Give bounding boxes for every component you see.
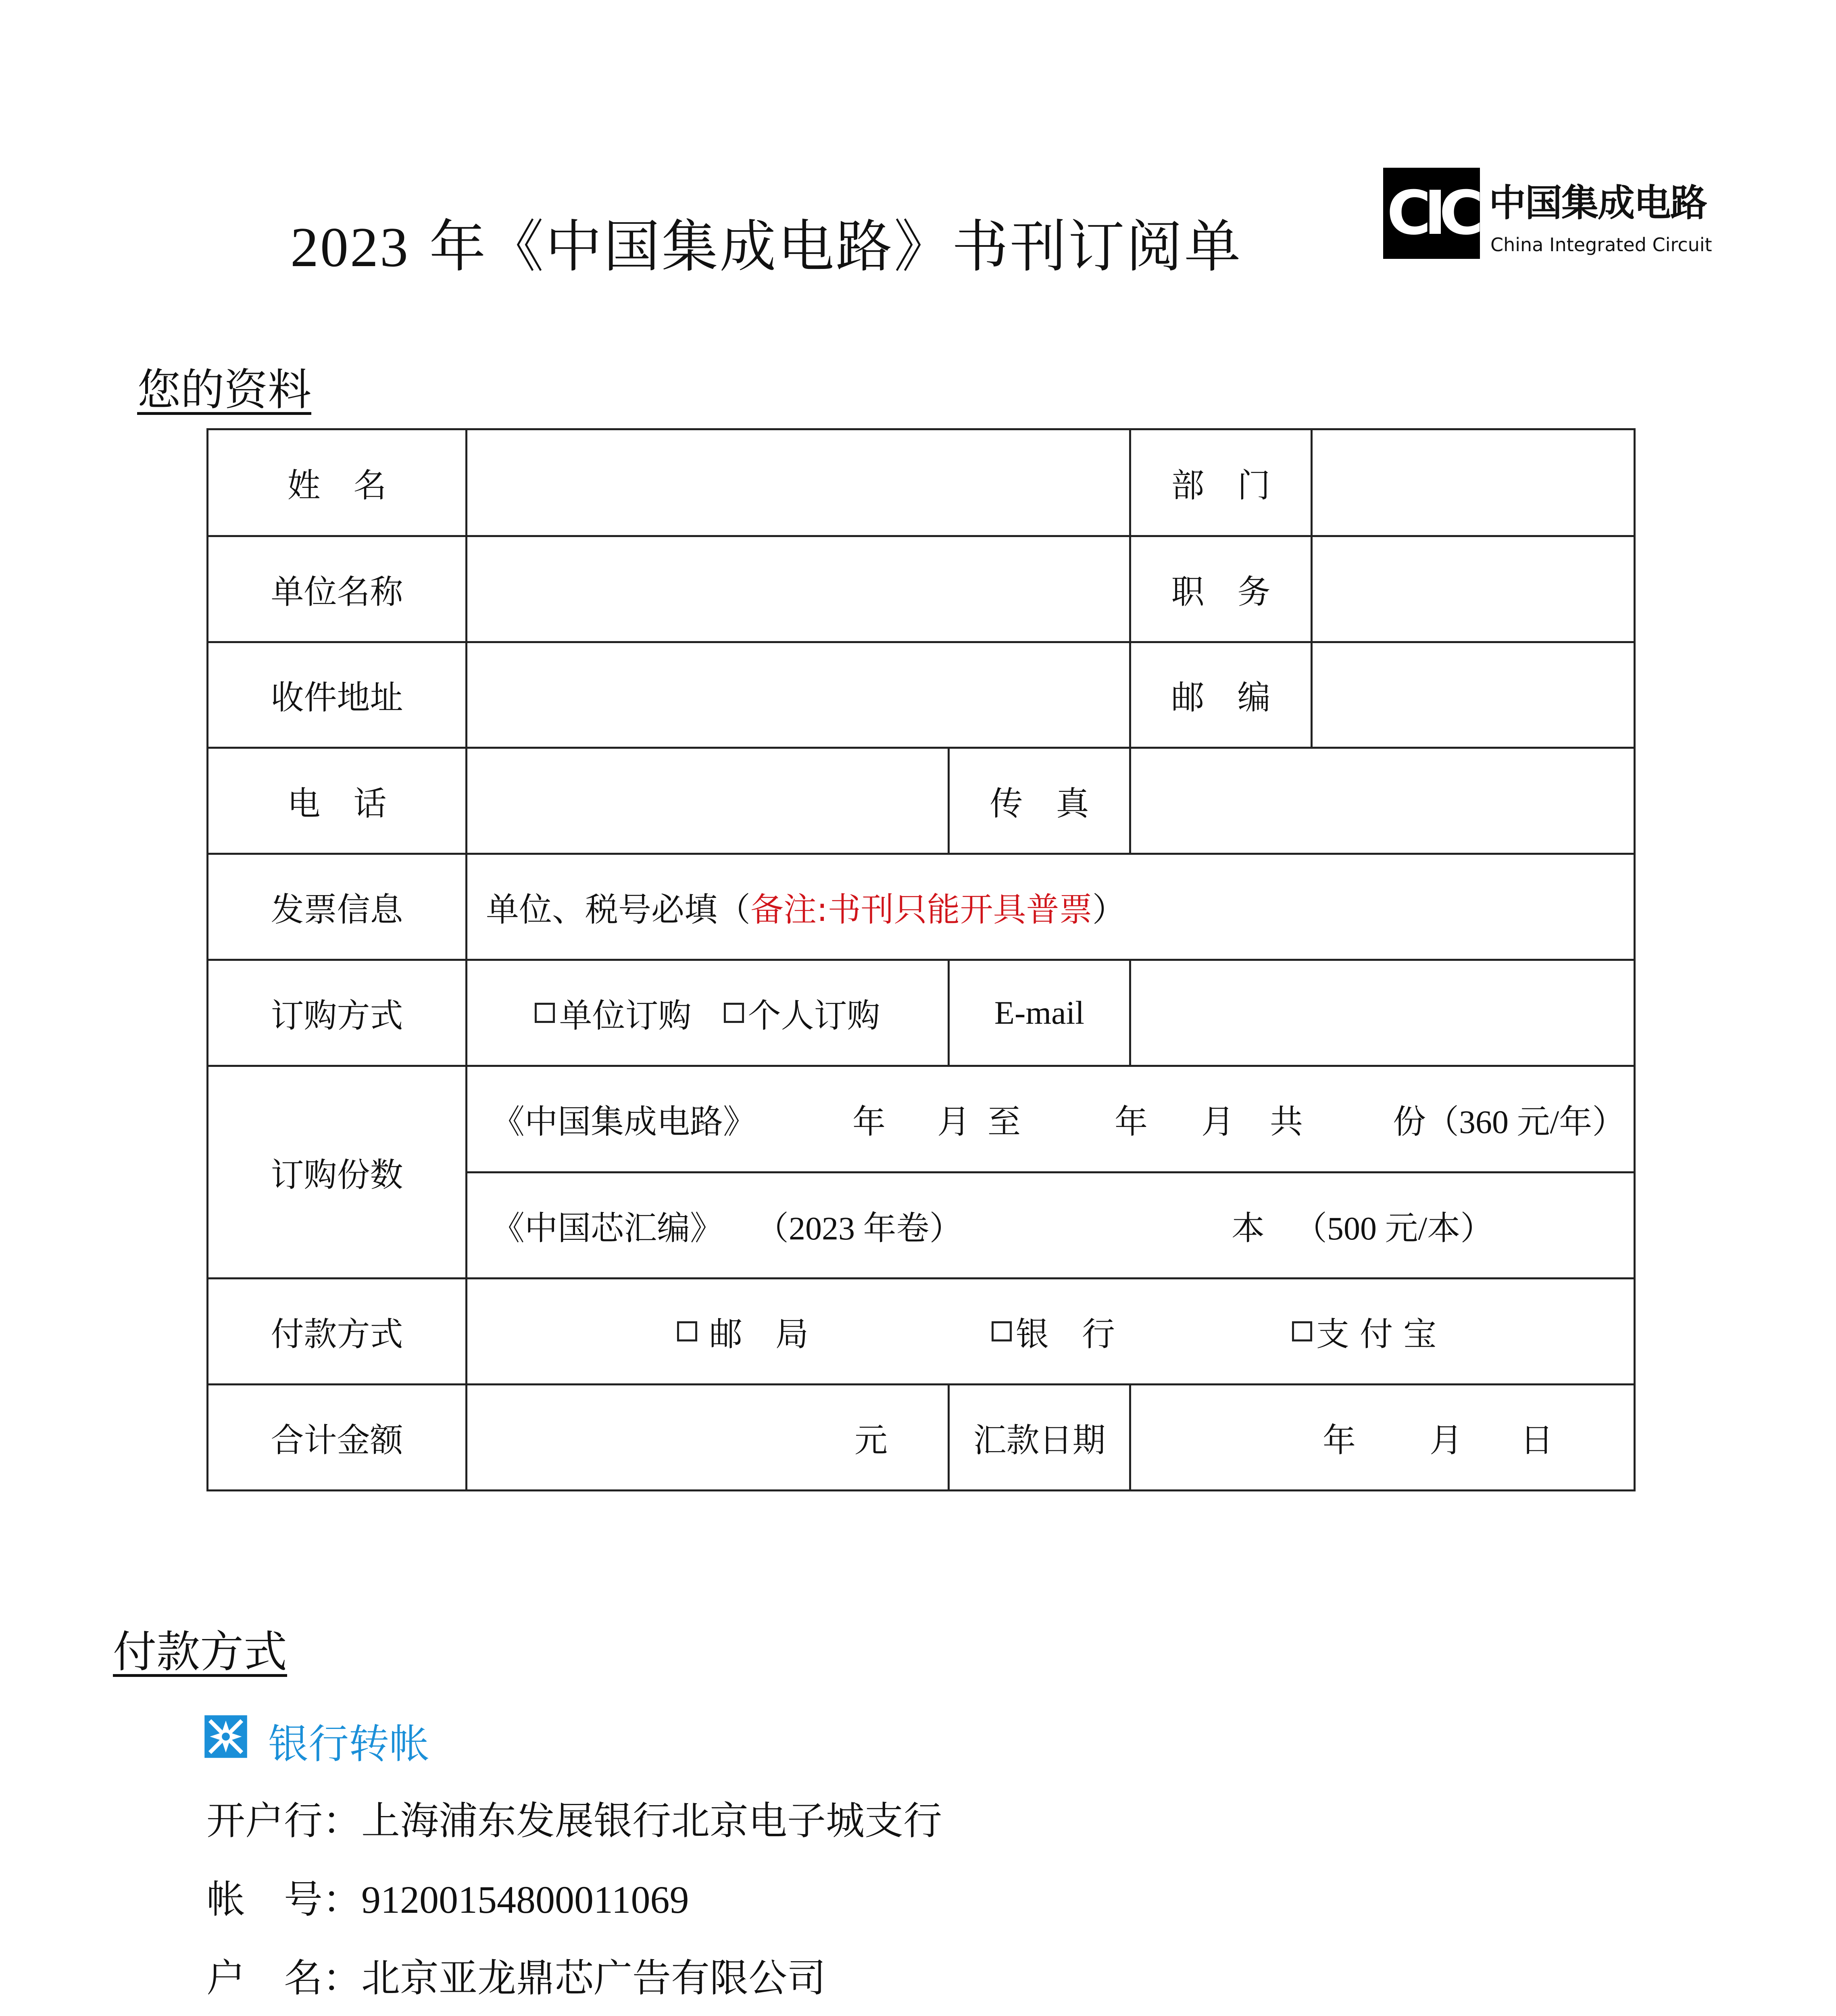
account-holder-value: 北京亚龙鼎芯广告有限公司 <box>361 1956 826 2001</box>
fax-input[interactable] <box>1131 749 1634 853</box>
bank-name-label: 开户行： <box>206 1798 361 1843</box>
date-month-unit: 月 <box>1430 1421 1463 1460</box>
mag-price: 份（360 元/年） <box>1393 1104 1626 1140</box>
order-personal-checkbox[interactable] <box>724 1003 744 1023</box>
account-label: 帐 号： <box>206 1877 361 1922</box>
email-input[interactable] <box>1131 961 1634 1065</box>
mag-end-month-unit: 月 <box>1201 1103 1235 1141</box>
logo-name-cn: 中国集成电路 <box>1489 181 1707 225</box>
remit-date-input[interactable] <box>1131 1385 1634 1489</box>
invoice-note: 备注:书刊只能开具普票 <box>750 890 1092 929</box>
phone-input[interactable] <box>467 749 948 853</box>
total-amount-input[interactable] <box>467 1385 948 1489</box>
magazine-title: 《中国集成电路》 <box>492 1103 756 1141</box>
section-heading-payment: 付款方式 <box>113 1627 288 1677</box>
logo-name-en: China Integrated Circuit <box>1490 234 1712 256</box>
position-label: 职 务 <box>1171 573 1271 611</box>
mag-to: 至 <box>988 1103 1021 1141</box>
pay-post-label: 邮 局 <box>709 1315 809 1354</box>
order-type-options <box>467 961 948 1065</box>
zip-label: 邮 编 <box>1171 679 1271 717</box>
invoice-label: 发票信息 <box>271 890 403 929</box>
bank-name-line <box>206 1790 942 1845</box>
total-amount-label: 合计金额 <box>271 1421 403 1460</box>
email-label: E-mail <box>994 994 1085 1031</box>
name-label: 姓 名 <box>287 466 387 505</box>
logo-mark: CIC <box>1383 168 1480 259</box>
mag-start-year-unit: 年 <box>852 1103 886 1141</box>
account-value: 91200154800011069 <box>361 1878 689 1921</box>
pay-post-checkbox[interactable] <box>677 1321 697 1341</box>
book-unit: 本 <box>1232 1209 1265 1248</box>
invoice-close-paren: ） <box>1092 890 1125 929</box>
pay-alipay-option[interactable] <box>1292 1279 1436 1383</box>
order-personal-label: 个人订购 <box>748 996 880 1035</box>
payment-options <box>467 1279 1634 1383</box>
account-line <box>206 1869 689 1924</box>
zip-input[interactable] <box>1313 643 1634 747</box>
order-unit-checkbox[interactable] <box>535 1003 555 1023</box>
title-text: 年《中国集成电路》书刊订阅单 <box>410 214 1242 280</box>
quantity-label: 订购份数 <box>271 1156 403 1194</box>
account-holder-label: 户 名： <box>206 1956 361 2001</box>
bank-transfer-icon <box>204 1714 248 1759</box>
title-year: 2023 <box>290 216 410 279</box>
book-price: （500 元/本） <box>1294 1210 1494 1247</box>
bank-name-value: 上海浦东发展银行北京电子城支行 <box>361 1798 942 1843</box>
book-volume: （2023 年卷） <box>756 1210 963 1247</box>
pay-alipay-label: 支 付 宝 <box>1316 1315 1437 1354</box>
address-label: 收件地址 <box>271 679 403 717</box>
payment-method-label: 付款方式 <box>271 1315 403 1354</box>
mag-start-month-unit: 月 <box>937 1103 971 1141</box>
bank-transfer-title: 银行转帐 <box>268 1720 429 1768</box>
company-input[interactable] <box>467 537 1129 641</box>
mag-end-year-unit: 年 <box>1115 1103 1148 1141</box>
pay-bank-label: 银 行 <box>1016 1315 1115 1354</box>
pay-bank-checkbox[interactable] <box>992 1321 1012 1341</box>
account-holder-line <box>206 1947 826 2003</box>
date-day-unit: 日 <box>1520 1421 1554 1460</box>
section-heading-info: 您的资料 <box>137 365 312 415</box>
phone-label: 电 话 <box>287 784 387 823</box>
invoice-info[interactable] <box>486 855 1631 959</box>
fax-label: 传 真 <box>990 784 1089 823</box>
date-year-unit: 年 <box>1323 1421 1356 1460</box>
position-input[interactable] <box>1313 537 1634 641</box>
dept-input[interactable] <box>1313 430 1634 535</box>
name-input[interactable] <box>467 430 1129 535</box>
dept-label: 部 门 <box>1171 466 1271 505</box>
book-title: 《中国芯汇编》 <box>492 1209 723 1248</box>
order-type-label: 订购方式 <box>271 996 403 1035</box>
magazine-subscription-row[interactable] <box>467 1067 1634 1171</box>
remit-date-label: 汇款日期 <box>973 1421 1106 1460</box>
order-unit-label: 单位订购 <box>559 996 692 1035</box>
book-order-row[interactable] <box>467 1173 1634 1277</box>
amount-unit: 元 <box>854 1421 888 1460</box>
pay-bank-option[interactable] <box>992 1279 1115 1383</box>
company-label: 单位名称 <box>271 573 403 611</box>
pay-post-option[interactable] <box>677 1279 809 1383</box>
invoice-required-text: 单位、税号必填（ <box>486 890 751 929</box>
address-input[interactable] <box>467 643 1129 747</box>
pay-alipay-checkbox[interactable] <box>1292 1321 1312 1341</box>
mag-total: 共 <box>1270 1103 1303 1141</box>
